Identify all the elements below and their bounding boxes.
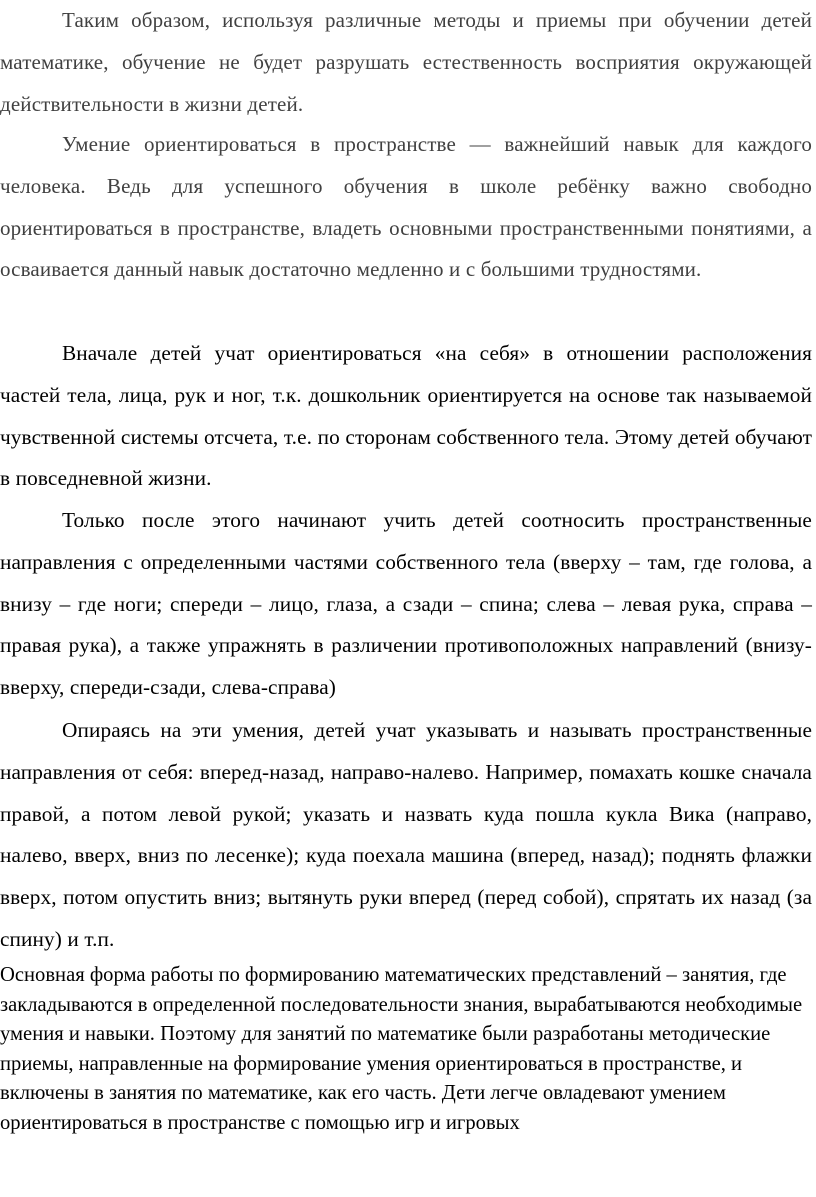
paragraph-spatial-orientation-skill: Умение ориентироваться в пространстве — важнейший навык для каждого человека. Ведь для успешного обучения в школе ребёнку важно свободно ориентироваться в пространстве, владеть основными пространственными понятиями, а осваивается данный навык достаточно медленно и с большими трудностями. bbox=[0, 132, 812, 282]
paragraph-methods-summary: Таким образом, используя различные методы и приемы при обучении детей математике, обучение не будет разрушать естественность восприятия окружающей действительности в жизни детей. bbox=[0, 8, 812, 116]
paragraph-body-orientation: Вначале детей учат ориентироваться «на себя» в отношении расположения частей тела, лица, рук и ног, т.к. дошкольник ориентируется на основе так называемой чувственной системы отсчета, т.е. по сторонам собственного тела. Этому детей обучают в повседневной жизни. bbox=[0, 341, 812, 491]
paragraph-directions-body-parts: Только после этого начинают учить детей соотносить пространственные направления с определенными частями собственного тела (вверху – там, где голова, а внизу – где ноги; спереди – лицо, глаза, а сзади – спина; слева – левая рука, справа – правая рука), а также упражнять в различении противоположных направлений (внизу-вверху, спереди-сзади, слева-справа) bbox=[0, 508, 812, 700]
paragraph-directions-from-self: Опираясь на эти умения, детей учат указывать и называть пространственные направления от себя: вперед-назад, направо-налево. Например, помахать кошке сначала правой, а потом левой рукой; указать и назвать куда пошла кукла Вика (направо, налево, вверх, вниз по лесенке); куда поехала машина (вперед, назад); поднять флажки вверх, потом опустить вниз; вытянуть руки вперед (перед собой), спрятать их назад (за спину) и т.п. bbox=[0, 718, 812, 951]
paragraph-main-form-of-work: Основная форма работы по формированию математических представлений – занятия, где закладываются в определенной последовательности знания, вырабатываются необходимые умения и навыки. Поэтому для занятий по математике были разработаны методические приемы, направленные на формирование умения ориентироваться в пространстве, и включены в занятия по математике, как его часть. Дети легче овладевают умением ориентироваться в пространстве с помощью игр и игровых bbox=[0, 964, 803, 1134]
